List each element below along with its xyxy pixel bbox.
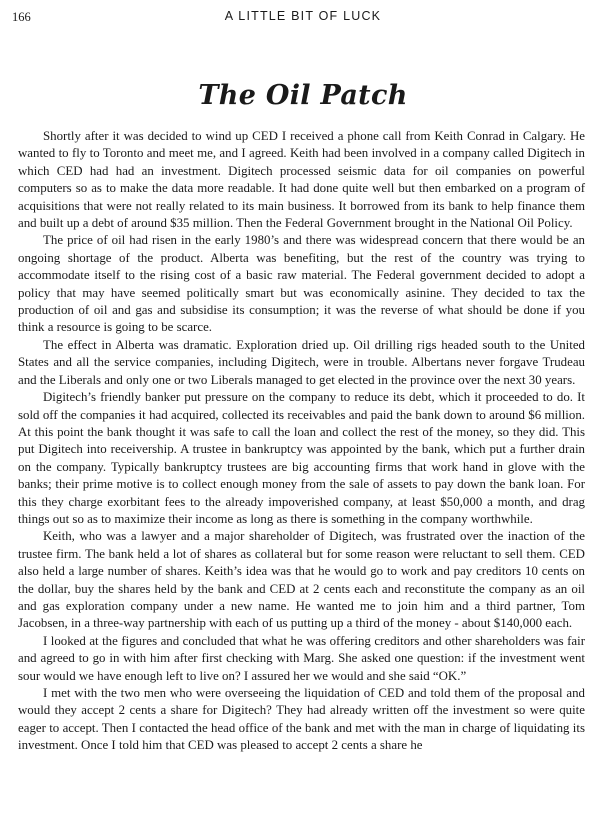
page-number: 166 xyxy=(12,10,31,24)
running-title: A LITTLE BIT OF LUCK xyxy=(224,9,382,23)
body-text xyxy=(18,128,585,755)
paragraph: The price of oil had risen in the early 1980’s and there was widespread concern that there would be an ongoing shortage of the product. Alberta was benefiting, but the rest of the country was trying to accommodate itself to the rising cost of a basic raw material. The Federal government decided to adopt a policy that may have seemed politically smart but was economically asinine. They decided to tax the production of oil and gas and subsidise its consumption; it was the reverse of what should be done if you think a resource is going to be scarce. xyxy=(18,233,585,335)
paragraph: I met with the two men who were overseeing the liquidation of CED and told them of the proposal and would they accept 2 cents a share for Digitech? They had already written off the investment so were quite eager to accept. Then I contacted the head office of the bank and met with the man in charge of liquidating its investment. Once I told him that CED was pleased to accept 2 cents a share he xyxy=(18,686,585,753)
paragraph: Shortly after it was decided to wind up CED I received a phone call from Keith Conrad in Calgary. He wanted to fly to Toronto and meet me, and I agreed. Keith had been involved in a company called Digitech in which CED had had an investment. Digitech processed seismic data for oil companies on powerful computers so as to make the data more readable. It had done quite well but then embarked on a program of acquisitions that were not really related to its main business. It borrowed from its bank to help finance them and built up a debt of around $35 million. Then the Federal Government brought in the National Oil Policy. xyxy=(18,129,585,231)
paragraph: I looked at the figures and concluded that what he was offering creditors and other shareholders was fair and agreed to go in with him after first checking with Marg. She asked one question: if the investment went sour would we have enough left to live on? I assured her we would and she said “OK.” xyxy=(18,633,585,683)
page-header xyxy=(12,4,594,26)
chapter-title: The Oil Patch xyxy=(198,80,408,111)
paragraph: Digitech’s friendly banker put pressure on the company to reduce its debt, which it proceeded to do. It sold off the companies it had acquired, collected its receivables and paid the bank down to around $6 million. At this point the bank thought it was safe to call the loan and collect the rest of the money, so they did. This put Digitech into receivership. A trustee in bankruptcy was appointed by the bank, which put a further drain on the company. Typically bankruptcy trustees are big accounting firms that work hand in glove with the banks; their prime motive is to collect enough money from the sale of assets to pay down the bank loan. For this they charge exorbitant fees to the already impoverished company, at least $50,000 a month, and drag things out so as to maximize their income as long as there is something in the company worthwhile. xyxy=(18,390,585,526)
paragraph: The effect in Alberta was dramatic. Exploration dried up. Oil drilling rigs headed south to the United States and all the service companies, including Digitech, were in trouble. Albertans never forgave Trudeau and the Liberals and only one or two Liberals managed to get elected in the province over the next 30 years. xyxy=(18,337,585,387)
paragraph: Keith, who was a lawyer and a major shareholder of Digitech, was frustrated over the inaction of the trustee firm. The bank held a lot of shares as collateral but for some reason were reluctant to sell them. CED also held a large number of shares. Keith’s idea was that he would go to work and pay creditors 10 cents on the dollar, buy the shares held by the bank and CED at 2 cents each and reconstitute the company as an oil and gas exploration company under a new name. He wanted me to join him and a third partner, Tom Jacobsen, in a three-way partnership with each of us putting up a third of the money - about $140,000 each. xyxy=(18,529,585,631)
